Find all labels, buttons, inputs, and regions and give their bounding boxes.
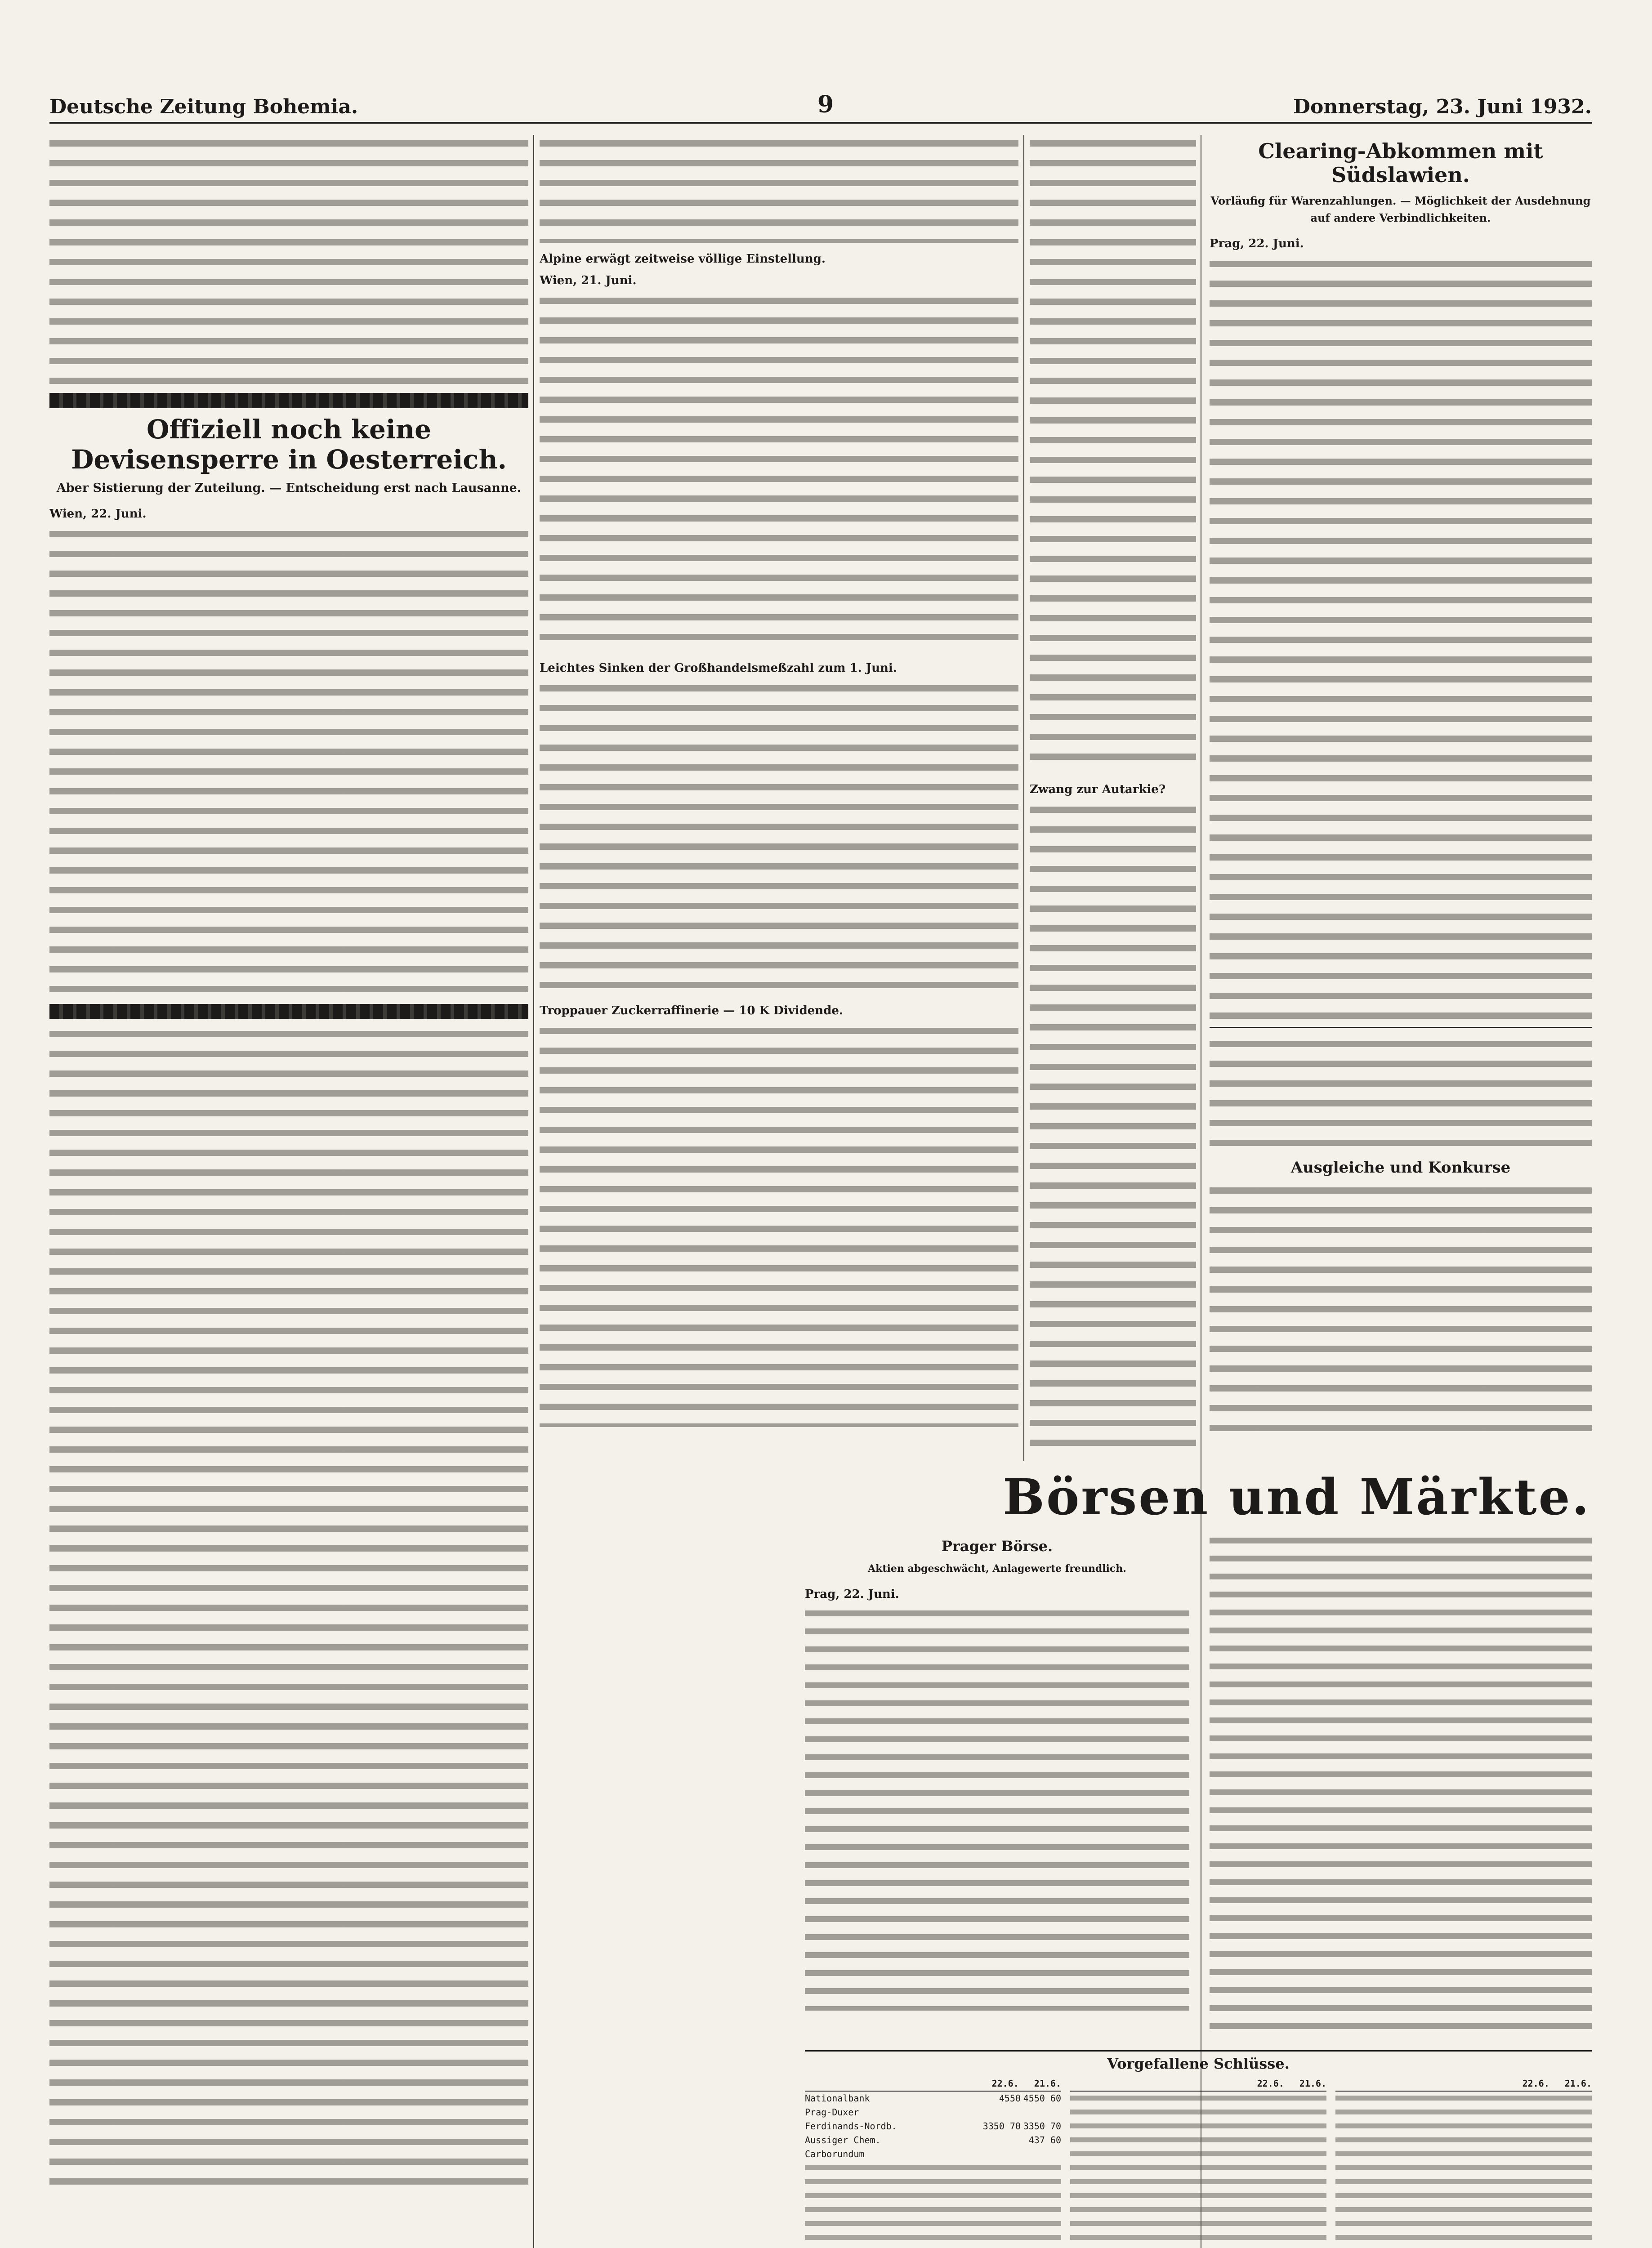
security-name: Ferdinands-Nordb.	[805, 2121, 897, 2132]
column-header: 21.6.	[1034, 2078, 1061, 2089]
article-subhead: Aber Sistierung der Zuteilung. — Entscheidung erst nach Lausanne.	[56, 481, 522, 495]
security-name: Prag-Duxer	[805, 2107, 859, 2118]
price-current	[980, 2133, 1021, 2147]
ornamental-divider	[49, 1004, 528, 1019]
column-1	[49, 135, 528, 2248]
price-previous	[1021, 2105, 1061, 2119]
security-name: Nationalbank	[805, 2093, 870, 2104]
column-header: 21.6.	[1564, 2078, 1592, 2089]
column-header: 22.6.	[1257, 2078, 1284, 2089]
price-previous: 437 60	[1028, 2135, 1061, 2145]
article-dateline: Wien, 22. Juni.	[49, 507, 147, 521]
article-text	[1210, 255, 1592, 1020]
article-dateline: Prag, 22. Juni.	[1210, 236, 1304, 250]
security-name: Carborundum	[805, 2149, 865, 2159]
news-item-heading: Leichtes Sinken der Großhandelsmeßzahl zum 1. Juni.	[540, 661, 897, 675]
table-row	[805, 2133, 1061, 2147]
stock-rows-texture	[805, 2161, 1061, 2248]
stock-rows-texture	[1335, 2092, 1592, 2248]
news-item-dateline: Wien, 21. Juni.	[540, 274, 637, 287]
table-row	[805, 2119, 1061, 2133]
price-previous: 4550 60	[1023, 2093, 1061, 2104]
section-title: Ausgleiche und Konkurse	[1290, 1158, 1511, 1177]
article-text	[49, 526, 528, 998]
price-current: 3350 70	[982, 2121, 1021, 2132]
news-item-heading: Alpine erwägt zeitweise völlige Einstellung.	[540, 252, 826, 266]
table-row	[805, 2105, 1061, 2119]
subsection-title: Prager Börse.	[941, 1538, 1053, 1555]
security-name: Aussiger Chem.	[805, 2135, 881, 2145]
article-text	[1210, 1035, 1592, 1152]
section-divider	[1210, 1027, 1592, 1028]
article-headline: Offiziell noch keine Devisensperre in Oesterreich.	[71, 414, 507, 475]
section-title: Börsen und Märkte.	[1003, 1468, 1591, 1526]
column-rule	[533, 135, 534, 2248]
subsection-subhead: Aktien abgeschwächt, Anlagewerte freundlich.	[868, 1563, 1126, 1574]
stock-table	[805, 2050, 1592, 2248]
article-text	[49, 135, 528, 387]
column-3	[1030, 135, 1196, 1461]
column-header: 22.6.	[991, 2078, 1019, 2089]
stock-block	[805, 2077, 1061, 2248]
price-current	[980, 2147, 1021, 2161]
article-text	[1210, 1182, 1592, 1434]
article-text	[540, 135, 1018, 243]
column-header: 22.6.	[1522, 2078, 1549, 2089]
stock-table-title: Vorgefallene Schlüsse.	[1107, 2055, 1290, 2072]
price-current	[980, 2105, 1021, 2119]
table-row	[805, 2092, 1061, 2105]
stock-block	[1335, 2077, 1592, 2248]
stock-rows	[805, 2092, 1061, 2161]
article-text	[49, 1026, 528, 2194]
news-item-heading: Troppauer Zuckerraffinerie — 10 K Dividende.	[540, 1004, 843, 1017]
running-head	[49, 92, 1592, 124]
column-2	[540, 135, 1018, 1461]
article-text	[1030, 801, 1196, 1453]
article-text	[805, 1606, 1189, 2011]
table-row	[805, 2147, 1061, 2161]
price-previous: 3350 70	[1023, 2121, 1061, 2132]
column-header: 21.6.	[1299, 2078, 1326, 2089]
boersen-column-2	[1210, 1533, 1592, 2046]
column-rule	[1023, 135, 1024, 1461]
column-4	[1210, 135, 1592, 1461]
article-text	[1030, 135, 1196, 773]
article-headline: Clearing-Abkommen mit Südslawien.	[1258, 139, 1543, 187]
price-previous	[1021, 2147, 1061, 2161]
subsection-dateline: Prag, 22. Juni.	[805, 1588, 899, 1601]
ornamental-divider	[49, 393, 528, 408]
price-current: 4550	[999, 2093, 1021, 2104]
page-number: 9	[817, 91, 834, 118]
stock-rows-texture	[1070, 2092, 1326, 2248]
stock-block	[1070, 2077, 1326, 2248]
article-text	[540, 292, 1018, 652]
issue-date: Donnerstag, 23. Juni 1932.	[1293, 95, 1592, 118]
article-text	[540, 1022, 1018, 1427]
article-text	[540, 680, 1018, 995]
article-text	[1210, 1533, 1592, 2037]
news-item-heading: Zwang zur Autarkie?	[1030, 783, 1166, 796]
newspaper-name: Deutsche Zeitung Bohemia.	[49, 95, 358, 118]
boersen-column-1	[805, 1533, 1189, 2046]
article-subhead: Vorläufig für Warenzahlungen. — Möglichkeit der Ausdehnung auf andere Verbindlichkeiten.	[1210, 194, 1591, 224]
